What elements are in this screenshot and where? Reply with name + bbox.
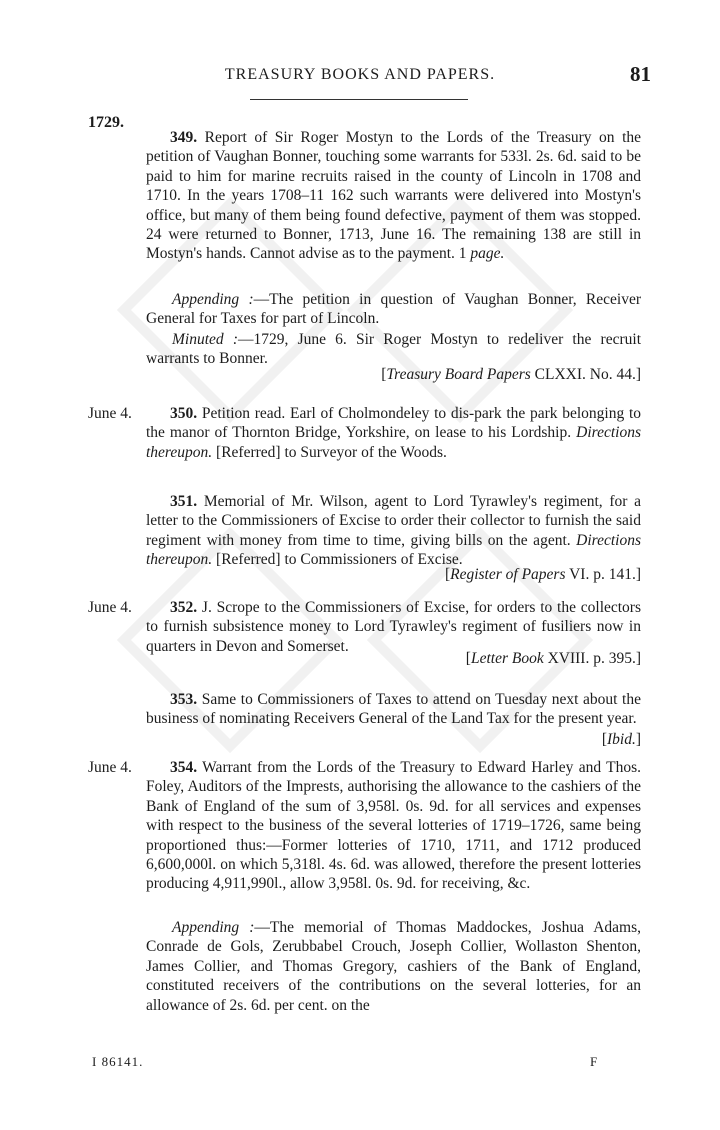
entry-text: [Referred] to Surveyor of the Woods. xyxy=(212,443,447,461)
minuted-label: Minuted : xyxy=(172,331,239,348)
citation-source: Treasury Board Papers xyxy=(386,366,531,383)
entry-353 xyxy=(146,690,641,729)
entry-number: 354. xyxy=(170,759,198,776)
citation-ref: CLXXI. No. 44.] xyxy=(530,366,641,383)
entry-text: Report of Sir Roger Mostyn to the Lords of the Treasury on the petition of Vaughan Bonner, touching some warrants for 533l. 2s. 6d. said to be paid to him for marine recruits raised in the county of Lincoln in 1708 and 1710. In the years 1708–11 162 such warrants were delivered into Mostyn's office, but many of them being found defective, payment of them was stopped. 24 were returned to Bonner, 1713, June 16. The remaining 138 are still in Mostyn's hands. Cannot advise as to the payment. 1 xyxy=(146,129,642,263)
entry-number: 353. xyxy=(170,691,198,708)
margin-date: June 4. xyxy=(88,759,132,776)
entry-349 xyxy=(146,128,641,264)
minuted-text: —1729, June 6. Sir Roger Mostyn to redeliver the recruit warrants to Bonner. xyxy=(146,331,641,368)
entry-354-appending xyxy=(146,918,641,1015)
entry-351 xyxy=(146,492,641,570)
margin-year: 1729. xyxy=(88,114,124,131)
entry-354 xyxy=(146,758,641,894)
header-rule xyxy=(250,99,468,100)
appending-text: —The petition in question of Vaughan Bonner, Receiver General for Taxes for part of Lincoln. xyxy=(146,291,641,328)
appending-text: —The memorial of Thomas Maddockes, Joshua Adams, Conrade de Gols, Zerubbabel Crouch, Joseph Collier, Wollaston Shenton, James Collier, and Thomas Gregory, cashiers of the Bank of England, constituted receivers of the contributions on the several lotteries, for an allowance of 2s. 6d. per cent. on the xyxy=(146,919,641,1014)
entry-number: 350. xyxy=(170,405,198,422)
margin-date: June 4. xyxy=(88,405,132,422)
citation-351: [Register of Papers VI. p. 141.] xyxy=(444,566,641,583)
citation-352: [Letter Book XVIII. p. 395.] xyxy=(465,650,641,667)
page-number: 81 xyxy=(630,62,651,86)
margin-date: June 4. xyxy=(88,599,132,616)
entry-350 xyxy=(146,404,641,462)
printer-signature: I 86141. xyxy=(92,1054,144,1069)
entry-number: 351. xyxy=(170,493,198,510)
entry-349-minuted xyxy=(146,330,641,369)
directions-text: Directions thereupon. xyxy=(146,424,641,461)
citation-353: [Ibid.] xyxy=(601,731,641,748)
entry-text: Memorial of Mr. Wilson, agent to Lord Tyrawley's regiment, for a letter to the Commissioners of Excise to order their collector to furnish the said regiment with money from time to time, giving bills on the agent. xyxy=(146,493,641,549)
citation-ref: VI. p. 141.] xyxy=(565,566,641,583)
citation-source: Ibid. xyxy=(606,731,636,748)
entry-page-label: page. xyxy=(470,245,505,263)
entry-text: Same to Commissioners of Taxes to attend on Tuesday next about the business of nominating Receivers General of the Land Tax for the present year. xyxy=(146,691,641,728)
entry-349-appending xyxy=(146,290,641,329)
entry-text: [Referred] to Commissioners of Excise. xyxy=(212,551,463,569)
appending-label: Appending : xyxy=(172,919,255,936)
entry-352 xyxy=(146,598,641,656)
citation-source: Letter Book xyxy=(470,650,544,667)
directions-text: Directions thereupon. xyxy=(146,531,641,569)
entry-number: 352. xyxy=(170,599,198,616)
citation-ref: XVIII. p. 395.] xyxy=(543,650,641,667)
citation-349: [Treasury Board Papers CLXXI. No. 44.] xyxy=(381,366,641,383)
entry-text: Warrant from the Lords of the Treasury to Edward Harley and Thos. Foley, Auditors of the Imprests, authorising the allowance to the cashiers of the Bank of England of the sum of 3,958l. 0s. 9d. for all services and expenses with respect to the business of the several lotteries of 1719–1726, same being proportioned thus:—Former lotteries of 1710, 1711, and 1712 produced 6,600,000l. on which 5,318l. 4s. 6d. was allowed, therefore the present lotteries producing 4,911,990l., allow 3,958l. 0s. 9d. for receiving, &c. xyxy=(146,759,641,893)
running-title: TREASURY BOOKS AND PAPERS. xyxy=(224,66,496,83)
appending-label: Appending : xyxy=(172,291,254,308)
citation-source: Register of Papers xyxy=(450,566,566,583)
entry-text: Petition read. Earl of Cholmondeley to dis-park the park belonging to the manor of Thornton Bridge, Yorkshire, on lease to his Lordship. xyxy=(146,405,641,442)
gathering-mark: F xyxy=(590,1054,598,1069)
entry-text: J. Scrope to the Commissioners of Excise, for orders to the collectors to furnish subsistence money to Lord Tyrawley's regiment of fusiliers now in quarters in Devon and Somerset. xyxy=(146,599,642,655)
entry-number: 349. xyxy=(170,129,198,146)
